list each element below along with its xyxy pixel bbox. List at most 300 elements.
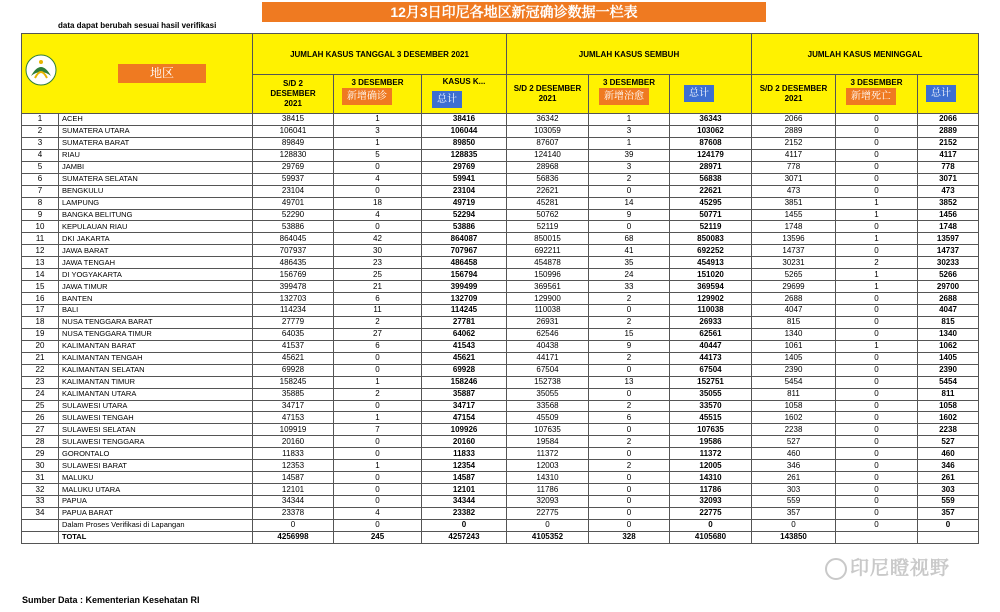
- table-row: [22, 352, 979, 364]
- table-cell: 27: [334, 328, 422, 340]
- table-cell: 527: [752, 436, 836, 448]
- table-cell: 2066: [752, 114, 836, 126]
- table-cell: 128835: [422, 149, 507, 161]
- table-cell: 0: [589, 448, 670, 460]
- table-cell: 9: [22, 209, 59, 221]
- table-cell: 67504: [507, 364, 589, 376]
- table-cell: 18: [22, 316, 59, 328]
- table-row: [22, 245, 979, 257]
- table-cell: 1062: [918, 340, 979, 352]
- table-cell: 24: [22, 388, 59, 400]
- table-cell: [22, 519, 59, 531]
- table-row: [22, 340, 979, 352]
- table-cell: 2238: [752, 424, 836, 436]
- table-cell: 0: [836, 173, 918, 185]
- table-row: [22, 185, 979, 197]
- table-cell: JAWA TENGAH: [59, 257, 253, 269]
- total-row: [22, 531, 979, 543]
- table-cell: 132703: [253, 293, 334, 305]
- table-cell: 33570: [670, 400, 752, 412]
- table-cell: 59937: [253, 173, 334, 185]
- table-cell: 12101: [253, 484, 334, 496]
- table-cell: 25: [334, 269, 422, 281]
- table-cell: 124140: [507, 149, 589, 161]
- table-cell: 6: [334, 340, 422, 352]
- table-cell: 0: [836, 460, 918, 472]
- table-cell: 399478: [253, 281, 334, 293]
- table-body: [22, 114, 979, 544]
- table-cell: BALI: [59, 305, 253, 317]
- table-cell: 346: [752, 460, 836, 472]
- table-cell: 3: [589, 161, 670, 173]
- table-cell: 34717: [253, 400, 334, 412]
- table-cell: 62561: [670, 328, 752, 340]
- table-cell: 52119: [507, 221, 589, 233]
- table-cell: NUSA TENGGARA TIMUR: [59, 328, 253, 340]
- table-row: [22, 257, 979, 269]
- table-cell: 45295: [670, 197, 752, 209]
- total-sembuh-header: [670, 75, 752, 114]
- table-cell: MALUKU UTARA: [59, 484, 253, 496]
- new-kasus-tag: 新增确诊: [342, 88, 392, 105]
- table-cell: 4257243: [422, 531, 507, 543]
- table-cell: 52290: [253, 209, 334, 221]
- table-cell: 0: [334, 496, 422, 508]
- table-cell: 0: [589, 472, 670, 484]
- table-cell: 67504: [670, 364, 752, 376]
- table-cell: 1: [334, 376, 422, 388]
- table-cell: SULAWESI TENGGARA: [59, 436, 253, 448]
- table-cell: 2152: [752, 137, 836, 149]
- table-cell: 0: [836, 161, 918, 173]
- table-cell: 41543: [422, 340, 507, 352]
- table-cell: 559: [752, 496, 836, 508]
- table-row: [22, 233, 979, 245]
- table-cell: 49719: [422, 197, 507, 209]
- table-cell: 2: [836, 257, 918, 269]
- table-cell: 16: [22, 293, 59, 305]
- table-cell: SUMATERA BARAT: [59, 137, 253, 149]
- region-header: [22, 34, 253, 114]
- table-cell: 2152: [918, 137, 979, 149]
- table-cell: 14587: [422, 472, 507, 484]
- table-cell: 0: [334, 448, 422, 460]
- table-cell: 26: [22, 412, 59, 424]
- table-cell: 20160: [422, 436, 507, 448]
- table-cell: 20160: [253, 436, 334, 448]
- table-cell: 19586: [670, 436, 752, 448]
- table-cell: 22775: [507, 507, 589, 519]
- new-meninggal-tag: 新增死亡: [846, 88, 896, 105]
- table-cell: 1405: [918, 352, 979, 364]
- table-cell: 2: [589, 460, 670, 472]
- table-cell: 864087: [422, 233, 507, 245]
- table-cell: 40438: [507, 340, 589, 352]
- table-cell: 11786: [670, 484, 752, 496]
- table-row: [22, 460, 979, 472]
- wechat-icon: [825, 558, 847, 580]
- table-cell: 1: [334, 114, 422, 126]
- table-cell: SULAWESI BARAT: [59, 460, 253, 472]
- table-cell: 34344: [422, 496, 507, 508]
- table-cell: GORONTALO: [59, 448, 253, 460]
- table-cell: 156769: [253, 269, 334, 281]
- table-cell: SULAWESI UTARA: [59, 400, 253, 412]
- table-cell: 4: [334, 173, 422, 185]
- table-cell: 36342: [507, 114, 589, 126]
- table-cell: 69928: [422, 364, 507, 376]
- table-cell: 0: [334, 472, 422, 484]
- table-cell: 3071: [918, 173, 979, 185]
- table-cell: 1: [589, 137, 670, 149]
- table-cell: 23382: [422, 507, 507, 519]
- table-cell: 369561: [507, 281, 589, 293]
- table-cell: 7: [22, 185, 59, 197]
- table-cell: 2688: [918, 293, 979, 305]
- table-cell: 0: [589, 507, 670, 519]
- table-cell: 29: [22, 448, 59, 460]
- table-cell: 30233: [918, 257, 979, 269]
- table-cell: 1: [334, 412, 422, 424]
- table-cell: 1: [334, 137, 422, 149]
- table-cell: 486458: [422, 257, 507, 269]
- table-cell: 89849: [253, 137, 334, 149]
- table-cell: 28971: [670, 161, 752, 173]
- table-row: [22, 316, 979, 328]
- table-cell: 454913: [670, 257, 752, 269]
- table-cell: 460: [752, 448, 836, 460]
- table-cell: 346: [918, 460, 979, 472]
- table-cell: 1: [334, 460, 422, 472]
- table-cell: 35055: [507, 388, 589, 400]
- table-cell: 31: [22, 472, 59, 484]
- table-cell: 12354: [422, 460, 507, 472]
- table-cell: 0: [836, 137, 918, 149]
- table-cell: 0: [918, 519, 979, 531]
- table-cell: 4047: [752, 305, 836, 317]
- table-cell: 56836: [507, 173, 589, 185]
- table-cell: 11372: [507, 448, 589, 460]
- table-cell: 0: [836, 328, 918, 340]
- table-cell: 11833: [422, 448, 507, 460]
- table-cell: 0: [836, 496, 918, 508]
- table-cell: 811: [752, 388, 836, 400]
- table-cell: 56838: [670, 173, 752, 185]
- table-cell: 14310: [670, 472, 752, 484]
- table-cell: 4: [22, 149, 59, 161]
- table-cell: 0: [334, 484, 422, 496]
- table-cell: 114245: [422, 305, 507, 317]
- ministry-logo-icon: [25, 54, 57, 86]
- table-cell: 11372: [670, 448, 752, 460]
- watermark: 印尼瞪视野: [825, 553, 950, 580]
- table-cell: 23: [22, 376, 59, 388]
- table-cell: 5266: [918, 269, 979, 281]
- table-cell: 106041: [253, 125, 334, 137]
- table-cell: PAPUA BARAT: [59, 507, 253, 519]
- table-cell: 5454: [752, 376, 836, 388]
- table-cell: Dalam Proses Verifikasi di Lapangan: [59, 519, 253, 531]
- table-cell: 44171: [507, 352, 589, 364]
- table-cell: 45281: [507, 197, 589, 209]
- table-cell: 27781: [422, 316, 507, 328]
- table-cell: 5454: [918, 376, 979, 388]
- table-cell: SULAWESI SELATAN: [59, 424, 253, 436]
- table-cell: 23104: [253, 185, 334, 197]
- table-cell: 2688: [752, 293, 836, 305]
- table-cell: 2: [589, 293, 670, 305]
- table-row: [22, 125, 979, 137]
- table-cell: 150996: [507, 269, 589, 281]
- table-cell: 40447: [670, 340, 752, 352]
- table-cell: 4047: [918, 305, 979, 317]
- new-sembuh-tag: 新增治愈: [599, 88, 649, 105]
- table-cell: 22621: [670, 185, 752, 197]
- table-cell: 692252: [670, 245, 752, 257]
- table-cell: 25: [22, 400, 59, 412]
- table-cell: 4256998: [253, 531, 334, 543]
- table-row: [22, 519, 979, 531]
- covid-data-table: [21, 33, 979, 544]
- table-cell: 12353: [253, 460, 334, 472]
- table-cell: 124179: [670, 149, 752, 161]
- table-row: [22, 197, 979, 209]
- table-cell: 50771: [670, 209, 752, 221]
- table-cell: 62546: [507, 328, 589, 340]
- table-cell: 6: [22, 173, 59, 185]
- table-cell: 460: [918, 448, 979, 460]
- table-cell: 303: [752, 484, 836, 496]
- table-cell: 0: [589, 388, 670, 400]
- table-cell: 109926: [422, 424, 507, 436]
- table-cell: 38416: [422, 114, 507, 126]
- table-cell: 35885: [253, 388, 334, 400]
- table-cell: 1: [836, 340, 918, 352]
- table-row: [22, 400, 979, 412]
- table-cell: 245: [334, 531, 422, 543]
- group-meninggal-header: JUMLAH KASUS MENINGGAL: [752, 34, 979, 75]
- table-cell: 45621: [422, 352, 507, 364]
- table-cell: 0: [836, 293, 918, 305]
- table-cell: 1058: [918, 400, 979, 412]
- table-cell: 50762: [507, 209, 589, 221]
- table-cell: 33: [22, 496, 59, 508]
- table-cell: 815: [918, 316, 979, 328]
- total-kasus-tag: 总计: [432, 91, 462, 108]
- table-cell: 128830: [253, 149, 334, 161]
- table-cell: 52119: [670, 221, 752, 233]
- table-cell: 357: [752, 507, 836, 519]
- table-cell: 152751: [670, 376, 752, 388]
- table-cell: 14310: [507, 472, 589, 484]
- table-cell: 0: [836, 305, 918, 317]
- table-cell: DKI JAKARTA: [59, 233, 253, 245]
- table-cell: 1602: [918, 412, 979, 424]
- table-cell: 36343: [670, 114, 752, 126]
- table-cell: 0: [836, 364, 918, 376]
- table-cell: 778: [918, 161, 979, 173]
- table-cell: 22775: [670, 507, 752, 519]
- table-cell: JAWA TIMUR: [59, 281, 253, 293]
- table-row: [22, 376, 979, 388]
- table-cell: SUMATERA UTARA: [59, 125, 253, 137]
- table-cell: 3852: [918, 197, 979, 209]
- table-cell: 1340: [918, 328, 979, 340]
- table-cell: 30: [334, 245, 422, 257]
- table-cell: 12003: [507, 460, 589, 472]
- table-row: [22, 137, 979, 149]
- table-cell: 35887: [422, 388, 507, 400]
- table-cell: 303: [918, 484, 979, 496]
- table-cell: 707967: [422, 245, 507, 257]
- table-cell: 22: [22, 364, 59, 376]
- total-sembuh-tag: 总计: [684, 85, 714, 102]
- table-cell: 5: [22, 161, 59, 173]
- table-cell: [836, 531, 918, 543]
- table-cell: 0: [334, 436, 422, 448]
- table-cell: 2: [589, 436, 670, 448]
- table-cell: 11833: [253, 448, 334, 460]
- table-cell: 2889: [752, 125, 836, 137]
- table-cell: 39: [589, 149, 670, 161]
- table-cell: 38415: [253, 114, 334, 126]
- title-banner: 12月3日印尼各地区新冠确诊数据一栏表: [262, 2, 766, 22]
- table-cell: 261: [918, 472, 979, 484]
- table-cell: 11: [334, 305, 422, 317]
- table-cell: KALIMANTAN BARAT: [59, 340, 253, 352]
- table-cell: 53886: [422, 221, 507, 233]
- table-cell: 261: [752, 472, 836, 484]
- table-cell: 33568: [507, 400, 589, 412]
- table-cell: 14: [589, 197, 670, 209]
- table-cell: 106044: [422, 125, 507, 137]
- table-cell: 1058: [752, 400, 836, 412]
- table-cell: 41: [589, 245, 670, 257]
- table-cell: 4117: [752, 149, 836, 161]
- table-cell: 132709: [422, 293, 507, 305]
- table-cell: 13: [589, 376, 670, 388]
- table-row: [22, 221, 979, 233]
- table-cell: 864045: [253, 233, 334, 245]
- table-row: [22, 412, 979, 424]
- table-cell: 158245: [253, 376, 334, 388]
- table-cell: 1: [836, 281, 918, 293]
- table-cell: 454878: [507, 257, 589, 269]
- table-cell: 486435: [253, 257, 334, 269]
- table-cell: 0: [589, 519, 670, 531]
- table-cell: ACEH: [59, 114, 253, 126]
- table-cell: KALIMANTAN TENGAH: [59, 352, 253, 364]
- table-row: [22, 364, 979, 376]
- table-cell: 0: [836, 424, 918, 436]
- table-cell: 811: [918, 388, 979, 400]
- table-cell: 11: [22, 233, 59, 245]
- table-cell: [22, 531, 59, 543]
- table-cell: 2: [589, 173, 670, 185]
- table-cell: 29699: [752, 281, 836, 293]
- table-cell: 328: [589, 531, 670, 543]
- table-cell: 12: [22, 245, 59, 257]
- table-cell: 129900: [507, 293, 589, 305]
- table-cell: PAPUA: [59, 496, 253, 508]
- table-cell: 1340: [752, 328, 836, 340]
- table-cell: 30231: [752, 257, 836, 269]
- table-cell: 23: [334, 257, 422, 269]
- table-cell: 21: [22, 352, 59, 364]
- table-cell: 0: [422, 519, 507, 531]
- sd-sembuh-header: S/D 2 DESEMBER 2021: [507, 75, 589, 114]
- table-cell: NUSA TENGGARA BARAT: [59, 316, 253, 328]
- new-sembuh-header: 3 DESEMBER 新增治愈: [589, 75, 670, 114]
- table-cell: 778: [752, 161, 836, 173]
- table-cell: 1: [836, 269, 918, 281]
- table-cell: 32: [22, 484, 59, 496]
- table-cell: 0: [589, 185, 670, 197]
- table-row: [22, 328, 979, 340]
- table-cell: 0: [836, 388, 918, 400]
- table-cell: 2: [589, 400, 670, 412]
- table-cell: 89850: [422, 137, 507, 149]
- table-cell: 3: [334, 125, 422, 137]
- table-cell: 3071: [752, 173, 836, 185]
- table-row: [22, 496, 979, 508]
- table-cell: 14737: [918, 245, 979, 257]
- table-cell: 27: [22, 424, 59, 436]
- table-cell: 0: [334, 221, 422, 233]
- table-cell: TOTAL: [59, 531, 253, 543]
- table-cell: 3851: [752, 197, 836, 209]
- table-row: [22, 281, 979, 293]
- table-cell: 33: [589, 281, 670, 293]
- table-cell: 2390: [918, 364, 979, 376]
- table-cell: 44173: [670, 352, 752, 364]
- table-cell: 0: [836, 376, 918, 388]
- table-cell: 29700: [918, 281, 979, 293]
- table-cell: 42: [334, 233, 422, 245]
- table-cell: 0: [836, 316, 918, 328]
- table-cell: 2: [22, 125, 59, 137]
- table-cell: 0: [836, 484, 918, 496]
- table-row: [22, 305, 979, 317]
- table-cell: KALIMANTAN SELATAN: [59, 364, 253, 376]
- table-cell: 0: [836, 448, 918, 460]
- table-cell: 12101: [422, 484, 507, 496]
- new-kasus-header: 3 DESEMBER 新增确诊: [334, 75, 422, 114]
- table-row: [22, 484, 979, 496]
- table-cell: 158246: [422, 376, 507, 388]
- table-cell: 8: [22, 197, 59, 209]
- table-row: [22, 149, 979, 161]
- source-note: Sumber Data : Kementerian Kesehatan RI: [22, 595, 200, 605]
- table-cell: 47154: [422, 412, 507, 424]
- table-row: [22, 293, 979, 305]
- table-cell: 6: [589, 412, 670, 424]
- table-cell: 29769: [253, 161, 334, 173]
- table-cell: 45515: [670, 412, 752, 424]
- table-cell: 19: [22, 328, 59, 340]
- table-cell: 0: [670, 519, 752, 531]
- table-cell: 850015: [507, 233, 589, 245]
- table-cell: 24: [589, 269, 670, 281]
- table-cell: 4105680: [670, 531, 752, 543]
- table-cell: 64062: [422, 328, 507, 340]
- table-cell: [918, 531, 979, 543]
- table-cell: 0: [836, 507, 918, 519]
- table-cell: 0: [589, 221, 670, 233]
- table-row: [22, 173, 979, 185]
- table-cell: 32093: [507, 496, 589, 508]
- table-cell: 30: [22, 460, 59, 472]
